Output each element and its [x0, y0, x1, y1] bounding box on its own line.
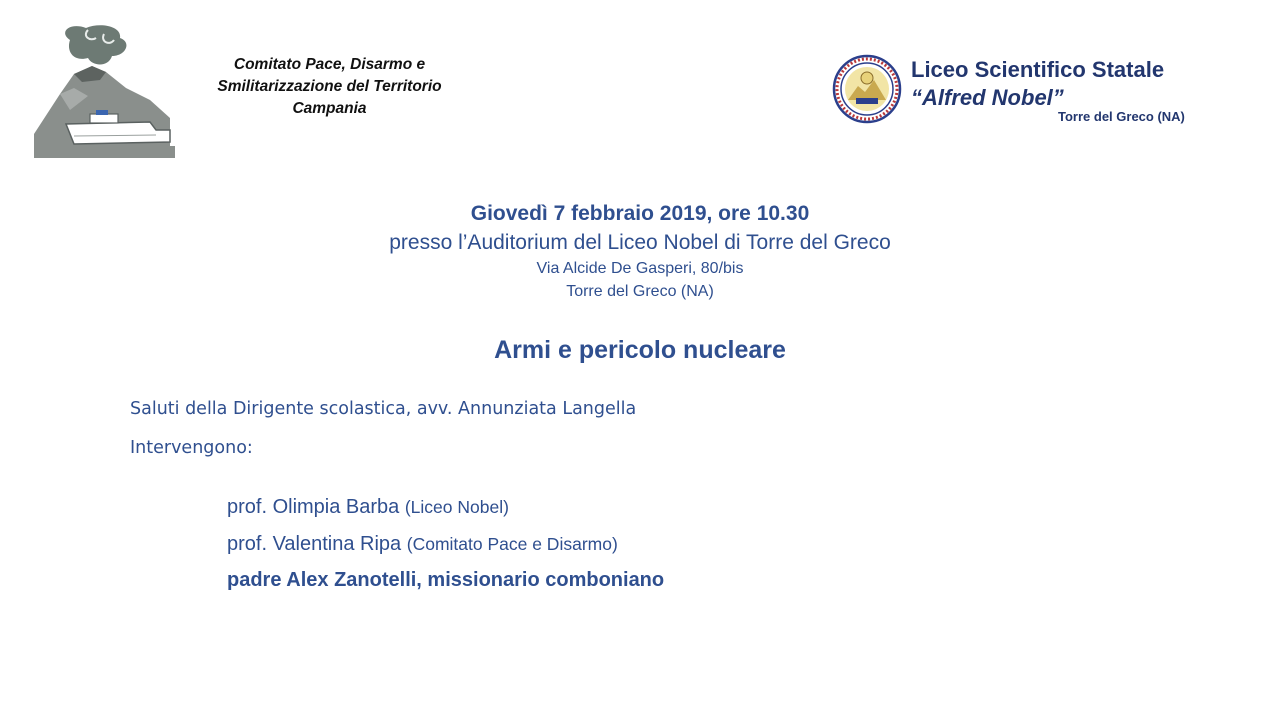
- school-city: Torre del Greco (NA): [1058, 109, 1185, 124]
- committee-name: [182, 54, 477, 120]
- greeting-text: Saluti della Dirigente scolastica, avv. Annunziata Langella: [130, 399, 637, 419]
- speaker-name: prof. Valentina Ripa: [227, 533, 402, 555]
- school-subname: “Alfred Nobel”: [911, 85, 1064, 110]
- speaker-affiliation: (Comitato Pace e Disarmo): [406, 534, 618, 554]
- committee-name-line3: Campania: [292, 100, 367, 117]
- school-seal-icon: [832, 54, 902, 124]
- speakers-intro: Intervengono:: [130, 438, 253, 458]
- volcano-logo-icon: [30, 22, 175, 158]
- speaker-name: padre Alex Zanotelli, missionario comboniano: [227, 569, 665, 591]
- speaker-item: [227, 567, 664, 593]
- speaker-item: [227, 494, 509, 520]
- event-date: Giovedì 7 febbraio 2019, ore 10.30: [470, 202, 810, 225]
- committee-name-line1: Comitato Pace, Disarmo e: [233, 56, 426, 73]
- event-title: Armi e pericolo nucleare: [494, 336, 786, 364]
- event-place: presso l’Auditorium del Liceo Nobel di Torre del Greco: [389, 231, 891, 254]
- speaker-name: prof. Olimpia Barba: [227, 496, 400, 518]
- speaker-item: [227, 531, 618, 557]
- speaker-affiliation: (Liceo Nobel): [404, 497, 509, 517]
- school-name: Liceo Scientifico Statale: [911, 57, 1165, 82]
- event-address: Via Alcide De Gasperi, 80/bis: [536, 260, 744, 277]
- event-city: Torre del Greco (NA): [566, 283, 714, 300]
- committee-name-line2: Smilitarizzazione del Territorio: [217, 78, 442, 95]
